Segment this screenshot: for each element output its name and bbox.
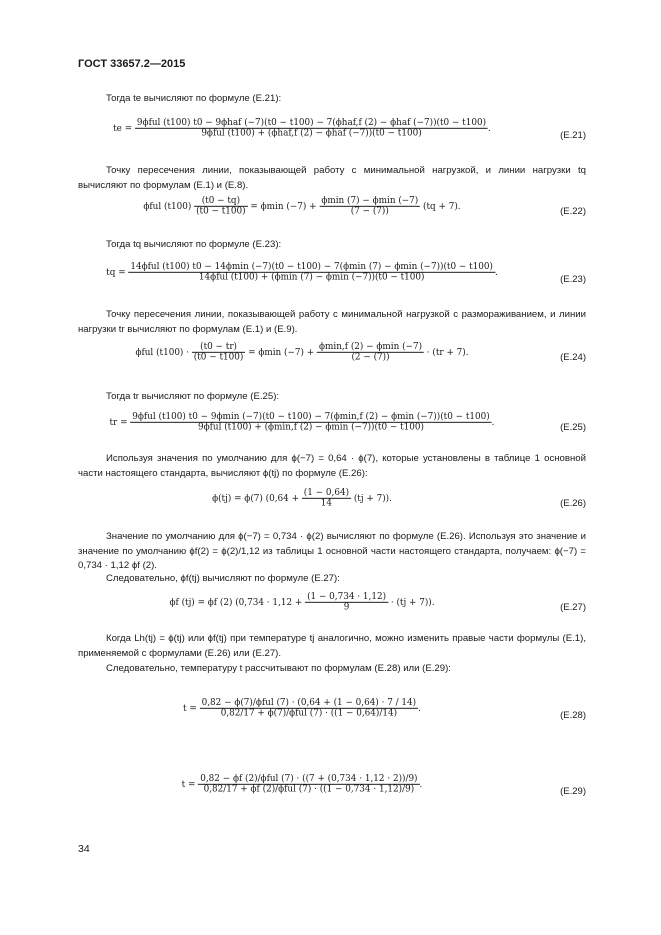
equation-number: (Е.26) (560, 498, 586, 509)
paragraph-tr-intro: Тогда tr вычисляют по формуле (Е.25): (106, 391, 280, 402)
equation-number: (Е.24) (560, 352, 586, 363)
paragraph-tq-intro: Тогда tq вычисляют по формуле (Е.23): (106, 239, 282, 250)
paragraph-temperature-intro: Следовательно, температуру t рассчитывают по формулам (Е.28) или (Е.29): (106, 663, 451, 674)
equation-e22: ϕful (t100) $\frac{(t0 - tq)}{(t0 - t100)}$ = ϕmin (−7) + $\frac{\phi\min (7) - \phi\min (-7)}{(7 - (7))}$ (tq + 7). (Е.22) (143, 196, 586, 217)
equation-e25: tr = 9ϕful (t100) t0 − 9ϕmin (−7)(t0 − t100) − 7(ϕmin,f (2) − ϕmin (−7))(t0 − t100) 9ϕful (t100) + (ϕmin,f (2) − ϕmin (−7))(t0 − t100) . (Е.25) (109, 412, 586, 433)
equation-e24: ϕful (t100) · $\frac{(t0 - tr)}{(t0 - t100)}$ = ϕmin (−7) + $\frac{\phi\min,f (2) - \phi\min (-7)}{(2 - (7))}$ · (tr + 7). (Е.24) (135, 342, 586, 363)
page-number: 34 (78, 843, 90, 855)
paragraph-tq-point: Точку пересечения линии, показывающей работу с минимальной нагрузкой, и линии нагрузки tq вычисляют по формулам (Е.1) и (Е.8). (78, 165, 586, 191)
equation-number: (Е.29) (560, 786, 586, 797)
paragraph-default-734: Значение по умолчанию для ϕ(−7) = 0,734 · ϕ(2) вычисляют по формуле (Е.26). Используя это значение и значение по умолчанию ϕf(2) = ϕ(2)/1,12 из таблицы 1 основной части настоящего стандарта, получаем: ϕ(−7) = 0,734 · 1,12 ϕf (2). (78, 531, 586, 571)
equation-e23: tq = 14ϕful (t100) t0 − 14ϕmin (−7)(t0 − t100) − 7(ϕmin (7) − ϕmin (−7))(t0 − t100) 14ϕful (t100) + (ϕmin (7) − ϕmin (−7))(t0 − t100) . (Е.23) (106, 262, 586, 285)
paragraph-lh-condition: Когда Lh(tj) = ϕ(tj) или ϕf(tj) при температуре tj аналогично, можно изменить правые части формулы (Е.1), применяемой с формулами (Е.26) или (Е.27). (78, 633, 586, 659)
equation-e28: t = $\frac{\text{0,82 − ϕ(7)/ϕful (7) · (0,64 + (1 − 0,64) · 7 / 14)}}{\text{0,82/17 + ϕ(7)/ϕful (7) · ((1 − 0,64)/14)}}$ . (Е.28) (183, 698, 586, 721)
paragraph-phif-intro: Следовательно, ϕf(tj) вычисляют по формуле (Е.27): (106, 573, 340, 584)
paragraph-tr-point: Точку пересечения линии, показывающей работу с минимальной нагрузкой с размораживанием, и линии нагрузки tr вычисляют по формулам (Е.1) и (Е.9). (78, 309, 586, 335)
equation-number: (Е.28) (560, 710, 586, 721)
equation-number: (Е.25) (560, 422, 586, 433)
paragraph-default-values: Используя значения по умолчанию для ϕ(−7) = 0,64 · ϕ(7), которые установлены в таблице 1 основной части настоящего стандарта, вычисляют ϕ(tj) по формуле (Е.26): (78, 453, 586, 479)
equation-number: (Е.27) (560, 602, 586, 613)
equation-number: (Е.23) (560, 274, 586, 285)
equation-e26: ϕ(tj) = ϕ(7) (0,64 + $\frac{(1 - 0,64)}{14}$ (tj + 7)). (Е.26) (212, 488, 586, 509)
equation-e29: t = $\frac{\text{0,82 − ϕf (2)/ϕful (7) · ((7 + (0,734 · 1,12 · 2))/9)}}{\text{0,82/17 + ϕf (2)/ϕful (7) · ((1 − 0,734 · 1,12)/9)}}$ . (Е.29) (181, 774, 586, 797)
equation-number: (Е.21) (560, 130, 586, 141)
equation-number: (Е.22) (560, 206, 586, 217)
document-header: ГОСТ 33657.2—2015 (78, 58, 186, 70)
equation-e21: te = 9ϕful (t100) t0 − 9ϕhaf (−7)(t0 − t100) − 7(ϕhaf,f (2) − ϕhaf (−7))(t0 − t100) 9ϕful (t100) + (ϕhaf,f (2) − ϕhaf (−7))(t0 − t100) . (Е.21) (113, 118, 586, 141)
paragraph-te-intro: Тогда te вычисляют по формуле (Е.21): (106, 93, 282, 104)
equation-e27: ϕf (tj) = ϕf (2) (0,734 · 1,12 + $\frac{(1 - 0,734 \cdot 1,12)}{9}$ · (tj + 7)). (Е.27) (169, 592, 586, 613)
